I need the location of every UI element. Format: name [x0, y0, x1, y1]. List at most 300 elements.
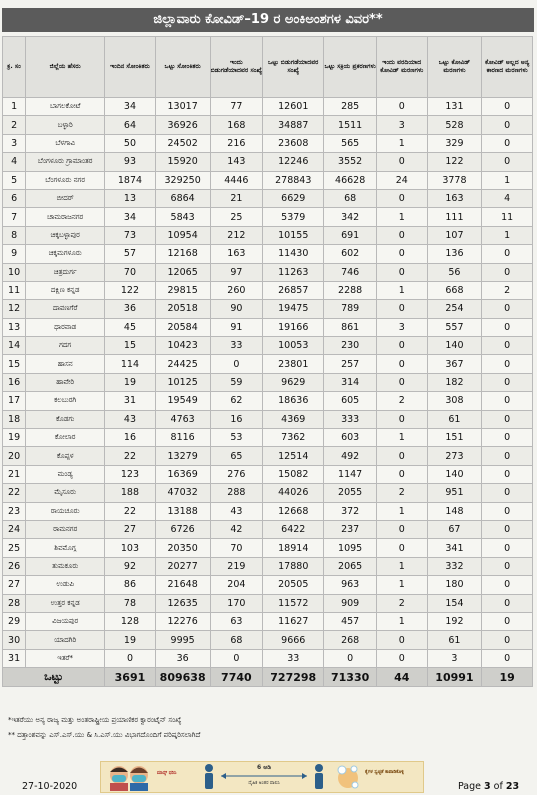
cell-today-discharged: 68 — [210, 631, 263, 649]
cell-total-discharged: 23801 — [263, 355, 324, 373]
cell-total-deaths: 329 — [427, 134, 482, 152]
cell-district: ಚಾಮರಾಜನಗರ — [26, 208, 105, 226]
page-current: 3 — [484, 781, 491, 792]
cell-total-deaths: 107 — [427, 226, 482, 244]
table-row — [3, 337, 533, 355]
cell-today-deaths: 0 — [376, 465, 427, 483]
cell-total-positive: 19549 — [155, 392, 210, 410]
header-total-deaths: ಒಟ್ಟು ಕೋವಿಡ್ ಮರಣಗಳು — [427, 37, 482, 98]
cell-non-covid-deaths: 0 — [482, 612, 533, 630]
cell-non-covid-deaths: 0 — [482, 300, 533, 318]
cell-active-cases: 2065 — [324, 557, 377, 575]
cell-total-discharged: 19475 — [263, 300, 324, 318]
cell-today-discharged: 59 — [210, 373, 263, 391]
cell-today-discharged: 21 — [210, 189, 263, 207]
cell-active-cases: 268 — [324, 631, 377, 649]
cell-total-positive: 47032 — [155, 484, 210, 502]
cell-total-discharged: 44026 — [263, 484, 324, 502]
cell-today-discharged: 70 — [210, 539, 263, 557]
cell-district: ಉಡುಪಿ — [26, 576, 105, 594]
total-active: 71330 — [324, 668, 377, 687]
cell-active-cases: 457 — [324, 612, 377, 630]
table-row — [3, 153, 533, 171]
total-discharged: 727298 — [263, 668, 324, 687]
cell-today-deaths: 3 — [376, 116, 427, 134]
cell-serial: 14 — [3, 337, 26, 355]
cell-total-deaths: 56 — [427, 263, 482, 281]
table-row — [3, 594, 533, 612]
cell-total-discharged: 23608 — [263, 134, 324, 152]
cell-today-positive: 0 — [105, 649, 156, 667]
cell-active-cases: 230 — [324, 337, 377, 355]
cell-non-covid-deaths: 1 — [482, 226, 533, 244]
cell-total-discharged: 6629 — [263, 189, 324, 207]
cell-today-deaths: 0 — [376, 410, 427, 428]
cell-district: ಬೆಂಗಳೂರು ಗ್ರಾಮಾಂತರ — [26, 153, 105, 171]
cell-today-positive: 34 — [105, 98, 156, 116]
cell-serial: 1 — [3, 98, 26, 116]
cell-today-positive: 13 — [105, 189, 156, 207]
table-row — [3, 502, 533, 520]
cell-today-positive: 73 — [105, 226, 156, 244]
cell-today-positive: 19 — [105, 631, 156, 649]
cell-total-deaths: 528 — [427, 116, 482, 134]
header-today-deaths: ಇಂದು ವರದಿಯಾದ ಕೋವಿಡ್ ಮರಣಗಳು — [376, 37, 427, 98]
mask-text: ಮಾಸ್ಕ್ ಧರಿಸಿ — [157, 771, 177, 776]
cell-today-positive: 103 — [105, 539, 156, 557]
cell-total-discharged: 34887 — [263, 116, 324, 134]
cell-today-deaths: 1 — [376, 429, 427, 447]
table-row — [3, 465, 533, 483]
cell-total-deaths: 180 — [427, 576, 482, 594]
table-row — [3, 98, 533, 116]
cell-active-cases: 1095 — [324, 539, 377, 557]
cell-serial: 10 — [3, 263, 26, 281]
cell-today-discharged: 219 — [210, 557, 263, 575]
cell-total-positive: 10125 — [155, 373, 210, 391]
cell-non-covid-deaths: 0 — [482, 337, 533, 355]
table-row — [3, 392, 533, 410]
safety-banner — [100, 761, 424, 793]
total-non-covid-deaths: 19 — [482, 668, 533, 687]
cell-district: ರಾಯಚೂರು — [26, 502, 105, 520]
cell-total-deaths: 136 — [427, 245, 482, 263]
cell-serial: 13 — [3, 318, 26, 336]
table-row — [3, 557, 533, 575]
cell-district: ಗದಗ — [26, 337, 105, 355]
cell-serial: 30 — [3, 631, 26, 649]
cell-active-cases: 257 — [324, 355, 377, 373]
cell-non-covid-deaths: 0 — [482, 318, 533, 336]
cell-district: ಚಿಕ್ಕಬಳ್ಳಾಪುರ — [26, 226, 105, 244]
cell-total-positive: 10954 — [155, 226, 210, 244]
cell-serial: 5 — [3, 171, 26, 189]
cell-today-discharged: 276 — [210, 465, 263, 483]
cell-serial: 28 — [3, 594, 26, 612]
table-row — [3, 410, 533, 428]
handwash-icon — [335, 763, 361, 791]
table-row — [3, 263, 533, 281]
cell-today-discharged: 212 — [210, 226, 263, 244]
report-date: 27-10-2020 — [22, 781, 78, 792]
cell-today-positive: 122 — [105, 281, 156, 299]
cell-serial: 11 — [3, 281, 26, 299]
cell-serial: 21 — [3, 465, 26, 483]
cell-non-covid-deaths: 0 — [482, 594, 533, 612]
cell-today-positive: 22 — [105, 502, 156, 520]
cell-today-deaths: 0 — [376, 355, 427, 373]
cell-total-positive: 20518 — [155, 300, 210, 318]
cell-serial: 4 — [3, 153, 26, 171]
cell-active-cases: 603 — [324, 429, 377, 447]
distance-section — [199, 762, 329, 792]
cell-today-positive: 27 — [105, 520, 156, 538]
cell-today-discharged: 163 — [210, 245, 263, 263]
total-today-discharged: 7740 — [210, 668, 263, 687]
table-row — [3, 373, 533, 391]
cell-today-discharged: 168 — [210, 116, 263, 134]
cell-active-cases: 963 — [324, 576, 377, 594]
cell-serial: 27 — [3, 576, 26, 594]
header-total-positive: ಒಟ್ಟು ಸೋಂಕಿತರು — [155, 37, 210, 98]
cell-non-covid-deaths: 4 — [482, 189, 533, 207]
cell-today-discharged: 77 — [210, 98, 263, 116]
cell-today-discharged: 53 — [210, 429, 263, 447]
cell-today-discharged: 260 — [210, 281, 263, 299]
cell-total-discharged: 18914 — [263, 539, 324, 557]
cell-today-deaths: 0 — [376, 189, 427, 207]
cell-today-positive: 93 — [105, 153, 156, 171]
table-row — [3, 300, 533, 318]
cell-today-deaths: 3 — [376, 318, 427, 336]
cell-today-deaths: 0 — [376, 153, 427, 171]
cell-district: ಕೋಲಾರ — [26, 429, 105, 447]
cell-total-deaths: 61 — [427, 410, 482, 428]
cell-district: ಚಿಕ್ಕಮಗಳೂರು — [26, 245, 105, 263]
cell-total-positive: 20350 — [155, 539, 210, 557]
cell-total-positive: 9995 — [155, 631, 210, 649]
cell-serial: 20 — [3, 447, 26, 465]
cell-active-cases: 746 — [324, 263, 377, 281]
cell-today-discharged: 62 — [210, 392, 263, 410]
cell-total-discharged: 10053 — [263, 337, 324, 355]
cell-district: ಚಿತ್ರದುರ್ಗ — [26, 263, 105, 281]
cell-serial: 7 — [3, 208, 26, 226]
cell-active-cases: 602 — [324, 245, 377, 263]
cell-active-cases: 565 — [324, 134, 377, 152]
cell-district: ಮೈಸೂರು — [26, 484, 105, 502]
cell-total-deaths: 131 — [427, 98, 482, 116]
header-today-discharged: ಇಂದು ಬಿಡುಗಡೆಯಾದವರ ಸಂಖ್ಯೆ — [210, 37, 263, 98]
cell-today-deaths: 2 — [376, 484, 427, 502]
cell-total-deaths: 367 — [427, 355, 482, 373]
cell-total-positive: 329250 — [155, 171, 210, 189]
cell-today-discharged: 0 — [210, 355, 263, 373]
cell-today-discharged: 65 — [210, 447, 263, 465]
total-deaths: 10991 — [427, 668, 482, 687]
cell-serial: 24 — [3, 520, 26, 538]
cell-total-discharged: 20505 — [263, 576, 324, 594]
cell-total-discharged: 278843 — [263, 171, 324, 189]
cell-today-deaths: 1 — [376, 612, 427, 630]
footnote-data-revision: ** ದತ್ತಾಂಶವನ್ನು ಎಸ್.ಎಸ್.ಯು & ಸಿ.ಎಸ್.ಯು ವಿಭಾಗದೊಂದಿಗೆ ಪರಿಷ್ಕರಿಸಲಾಗಿದೆ — [8, 731, 201, 739]
header-non-covid-deaths: ಕೋವಿಡ್ ಅಲ್ಲದ ಅನ್ಯ ಕಾರಣದ ಮರಣಗಳು — [482, 37, 533, 98]
distance-text: ದೈಹಿಕ ಅಂತರ ಪಾಲಿಸಿ — [248, 781, 280, 786]
cell-total-positive: 24502 — [155, 134, 210, 152]
cell-total-deaths: 163 — [427, 189, 482, 207]
cell-total-deaths: 148 — [427, 502, 482, 520]
cell-district: ವಿಜಯಪುರ — [26, 612, 105, 630]
cell-today-discharged: 91 — [210, 318, 263, 336]
cell-active-cases: 0 — [324, 649, 377, 667]
cell-today-positive: 16 — [105, 429, 156, 447]
cell-total-discharged: 10155 — [263, 226, 324, 244]
cell-active-cases: 691 — [324, 226, 377, 244]
cell-serial: 3 — [3, 134, 26, 152]
cell-serial: 9 — [3, 245, 26, 263]
cell-non-covid-deaths: 0 — [482, 429, 533, 447]
cell-active-cases: 789 — [324, 300, 377, 318]
cell-total-deaths: 67 — [427, 520, 482, 538]
cell-today-deaths: 0 — [376, 263, 427, 281]
cell-total-discharged: 26857 — [263, 281, 324, 299]
cell-today-deaths: 0 — [376, 447, 427, 465]
cell-today-positive: 15 — [105, 337, 156, 355]
table-row — [3, 226, 533, 244]
page-number — [458, 781, 519, 792]
footnote-others: *ಇತರೆಯು ಅನ್ಯ ರಾಜ್ಯ ಮತ್ತು ಅಂತರಾಷ್ಟ್ರೀಯ ಪ್ರಯಾಣಿಕರ ಕ್ವಾರಂಟೈನ್ ಸಂಖ್ಯೆ — [8, 716, 182, 724]
cell-total-positive: 6726 — [155, 520, 210, 538]
cell-active-cases: 285 — [324, 98, 377, 116]
cell-total-discharged: 12514 — [263, 447, 324, 465]
cell-district: ಬೆಂಗಳೂರು ನಗರ — [26, 171, 105, 189]
table-row — [3, 649, 533, 667]
cell-total-positive: 21648 — [155, 576, 210, 594]
district-covid-table — [2, 36, 533, 687]
cell-today-deaths: 0 — [376, 98, 427, 116]
cell-today-discharged: 4446 — [210, 171, 263, 189]
cell-active-cases: 605 — [324, 392, 377, 410]
cell-today-discharged: 170 — [210, 594, 263, 612]
cell-today-positive: 43 — [105, 410, 156, 428]
cell-today-discharged: 216 — [210, 134, 263, 152]
cell-total-discharged: 17880 — [263, 557, 324, 575]
cell-non-covid-deaths: 0 — [482, 539, 533, 557]
page-prefix: Page — [458, 781, 485, 792]
cell-today-discharged: 288 — [210, 484, 263, 502]
cell-total-discharged: 6422 — [263, 520, 324, 538]
cell-serial: 2 — [3, 116, 26, 134]
cell-district: ರಾಮನಗರ — [26, 520, 105, 538]
cell-serial: 31 — [3, 649, 26, 667]
cell-today-deaths: 0 — [376, 649, 427, 667]
total-today-positive: 3691 — [105, 668, 156, 687]
cell-today-deaths: 0 — [376, 337, 427, 355]
report-title: ಜಿಲ್ಲಾವಾರು ಕೋವಿಡ್–19 ರ ಅಂಕಿಅಂಶಗಳ ವಿವರ** — [2, 8, 534, 32]
cell-today-deaths: 1 — [376, 134, 427, 152]
cell-total-positive: 24425 — [155, 355, 210, 373]
cell-total-discharged: 18636 — [263, 392, 324, 410]
cell-today-deaths: 2 — [376, 594, 427, 612]
cell-active-cases: 372 — [324, 502, 377, 520]
cell-total-discharged: 9666 — [263, 631, 324, 649]
cell-total-deaths: 341 — [427, 539, 482, 557]
footnotes — [8, 713, 200, 743]
cell-serial: 26 — [3, 557, 26, 575]
cell-serial: 18 — [3, 410, 26, 428]
page-total: 23 — [505, 781, 520, 792]
cell-non-covid-deaths: 0 — [482, 520, 533, 538]
cell-today-discharged: 97 — [210, 263, 263, 281]
cell-today-discharged: 33 — [210, 337, 263, 355]
cell-active-cases: 333 — [324, 410, 377, 428]
cell-total-discharged: 4369 — [263, 410, 324, 428]
total-positive: 809638 — [155, 668, 210, 687]
cell-today-positive: 86 — [105, 576, 156, 594]
cell-today-positive: 188 — [105, 484, 156, 502]
cell-non-covid-deaths: 2 — [482, 281, 533, 299]
cell-total-discharged: 12668 — [263, 502, 324, 520]
header-today-positive: ಇಂದಿನ ಸೋಂಕಿತರು — [105, 37, 156, 98]
cell-total-deaths: 122 — [427, 153, 482, 171]
cell-non-covid-deaths: 1 — [482, 171, 533, 189]
table-row — [3, 208, 533, 226]
cell-serial: 25 — [3, 539, 26, 557]
cell-total-deaths: 140 — [427, 465, 482, 483]
cell-total-discharged: 15082 — [263, 465, 324, 483]
page-footer — [0, 757, 537, 795]
table-row — [3, 134, 533, 152]
cell-today-discharged: 90 — [210, 300, 263, 318]
cell-non-covid-deaths: 0 — [482, 484, 533, 502]
cell-non-covid-deaths: 0 — [482, 631, 533, 649]
cell-total-deaths: 668 — [427, 281, 482, 299]
cell-total-discharged: 12246 — [263, 153, 324, 171]
cell-today-positive: 78 — [105, 594, 156, 612]
cell-today-discharged: 16 — [210, 410, 263, 428]
cell-non-covid-deaths: 0 — [482, 649, 533, 667]
cell-district: ಹಾವೇರಿ — [26, 373, 105, 391]
cell-today-discharged: 63 — [210, 612, 263, 630]
distance-value: 6 ಅಡಿ — [257, 764, 271, 771]
cell-active-cases: 1511 — [324, 116, 377, 134]
cell-non-covid-deaths: 0 — [482, 410, 533, 428]
cell-today-deaths: 1 — [376, 576, 427, 594]
cell-total-discharged: 11572 — [263, 594, 324, 612]
cell-total-positive: 10423 — [155, 337, 210, 355]
cell-total-deaths: 192 — [427, 612, 482, 630]
cell-district: ಬಾಗಲಕೋಟೆ — [26, 98, 105, 116]
cell-total-deaths: 557 — [427, 318, 482, 336]
page-mid: of — [490, 781, 506, 792]
cell-total-discharged: 11430 — [263, 245, 324, 263]
cell-total-deaths: 151 — [427, 429, 482, 447]
cell-total-discharged: 11627 — [263, 612, 324, 630]
table-header-row — [3, 37, 533, 98]
cell-today-deaths: 0 — [376, 631, 427, 649]
total-today-deaths: 44 — [376, 668, 427, 687]
cell-today-discharged: 143 — [210, 153, 263, 171]
cell-district: ಬೀದರ್ — [26, 189, 105, 207]
cell-today-deaths: 0 — [376, 539, 427, 557]
cell-district: ಕೊಡಗು — [26, 410, 105, 428]
table-row — [3, 355, 533, 373]
cell-district: ಮಂಡ್ಯ — [26, 465, 105, 483]
cell-non-covid-deaths: 0 — [482, 373, 533, 391]
cell-active-cases: 46628 — [324, 171, 377, 189]
cell-active-cases: 314 — [324, 373, 377, 391]
cell-non-covid-deaths: 0 — [482, 392, 533, 410]
total-row — [3, 668, 533, 687]
cell-total-discharged: 33 — [263, 649, 324, 667]
cell-total-positive: 12276 — [155, 612, 210, 630]
table-row — [3, 520, 533, 538]
table-row — [3, 116, 533, 134]
cell-total-positive: 12065 — [155, 263, 210, 281]
cell-today-positive: 1874 — [105, 171, 156, 189]
cell-district: ಬಳ್ಳಾರಿ — [26, 116, 105, 134]
cell-non-covid-deaths: 0 — [482, 576, 533, 594]
cell-total-discharged: 19166 — [263, 318, 324, 336]
cell-total-positive: 12168 — [155, 245, 210, 263]
cell-total-deaths: 182 — [427, 373, 482, 391]
cell-total-discharged: 5379 — [263, 208, 324, 226]
cell-today-deaths: 2 — [376, 392, 427, 410]
cell-serial: 12 — [3, 300, 26, 318]
cell-active-cases: 3552 — [324, 153, 377, 171]
cell-total-positive: 20277 — [155, 557, 210, 575]
cell-today-discharged: 43 — [210, 502, 263, 520]
cell-total-deaths: 254 — [427, 300, 482, 318]
cell-district: ತುಮಕೂರು — [26, 557, 105, 575]
cell-today-positive: 36 — [105, 300, 156, 318]
cell-non-covid-deaths: 0 — [482, 502, 533, 520]
cell-active-cases: 237 — [324, 520, 377, 538]
header-total-discharged: ಒಟ್ಟು ಬಿಡುಗಡೆಯಾದವರ ಸಂಖ್ಯೆ — [263, 37, 324, 98]
cell-today-deaths: 24 — [376, 171, 427, 189]
cell-total-discharged: 11263 — [263, 263, 324, 281]
total-label: ಒಟ್ಟು — [3, 668, 105, 687]
cell-total-discharged: 7362 — [263, 429, 324, 447]
cell-active-cases: 68 — [324, 189, 377, 207]
cell-serial: 22 — [3, 484, 26, 502]
cell-non-covid-deaths: 11 — [482, 208, 533, 226]
cell-today-positive: 22 — [105, 447, 156, 465]
cell-non-covid-deaths: 0 — [482, 263, 533, 281]
cell-today-deaths: 0 — [376, 300, 427, 318]
cell-non-covid-deaths: 0 — [482, 447, 533, 465]
cell-serial: 16 — [3, 373, 26, 391]
cell-active-cases: 342 — [324, 208, 377, 226]
table-row — [3, 189, 533, 207]
cell-today-positive: 50 — [105, 134, 156, 152]
cell-today-deaths: 0 — [376, 226, 427, 244]
cell-total-positive: 20584 — [155, 318, 210, 336]
cell-total-deaths: 332 — [427, 557, 482, 575]
cell-non-covid-deaths: 0 — [482, 134, 533, 152]
mask-icon — [107, 763, 151, 791]
cell-total-deaths: 308 — [427, 392, 482, 410]
cell-today-discharged: 204 — [210, 576, 263, 594]
cell-non-covid-deaths: 0 — [482, 245, 533, 263]
cell-serial: 15 — [3, 355, 26, 373]
cell-non-covid-deaths: 0 — [482, 557, 533, 575]
cell-today-positive: 114 — [105, 355, 156, 373]
cell-active-cases: 2288 — [324, 281, 377, 299]
cell-total-positive: 13279 — [155, 447, 210, 465]
cell-total-positive: 8116 — [155, 429, 210, 447]
table-row — [3, 539, 533, 557]
